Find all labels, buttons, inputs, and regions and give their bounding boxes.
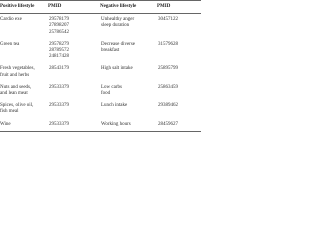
lifestyle-pmid-table [0, 0, 201, 132]
positive-lifestyle-cell: Spices, olive oil, fish meal [0, 103, 34, 115]
negative-lifestyle-cell: Low carbs food [101, 84, 122, 97]
header-row [0, 1, 201, 14]
negative-lifestyle-cell: High salt intake [101, 66, 133, 72]
negative-pmid-cell: 29389462 [158, 103, 178, 109]
table-row [0, 82, 201, 100]
negative-lifestyle-cell: Decrease diverse breakfast [101, 41, 136, 54]
table-row [0, 63, 201, 81]
positive-lifestyle-cell: Cardio exe [0, 17, 22, 23]
header-pmid-positive: PMID [48, 1, 100, 14]
negative-lifestyle-cell: Lunch intake [101, 103, 128, 109]
negative-lifestyle-cell: Working hours [100, 119, 157, 132]
table-row [0, 100, 201, 118]
table-row [0, 119, 201, 132]
positive-pmid-cell: 29578179 27898207 25786542 [49, 17, 69, 35]
table-row [0, 14, 201, 39]
positive-pmid-cell: 28543179 [49, 66, 69, 72]
negative-pmid-cell: 28459627 [157, 119, 201, 132]
positive-pmid-cell: 29533379 [48, 119, 100, 132]
positive-lifestyle-cell: Green tea [0, 41, 20, 47]
negative-lifestyle-cell: Unhealthy anger sleep duration [101, 17, 135, 29]
positive-lifestyle-cell: Nuts and seeds, and lean meat [0, 84, 32, 97]
positive-pmid-cell: 29533379 [49, 84, 69, 90]
header-positive-lifestyle: Positive lifestyle [0, 1, 48, 14]
header-pmid-negative: PMID [157, 1, 201, 14]
negative-pmid-cell: 25895799 [158, 66, 178, 72]
negative-pmid-cell: 25863459 [158, 84, 178, 90]
positive-pmid-cell: 29578279 28789572 24817428 [49, 41, 69, 60]
positive-pmid-cell: 29533379 [49, 103, 69, 109]
positive-lifestyle-cell: Fresh vegetables, fruit and herbs [0, 66, 35, 78]
positive-lifestyle-cell: Wine [0, 119, 48, 132]
negative-pmid-cell: 30457122 [158, 17, 178, 23]
table-row [0, 39, 201, 64]
negative-pmid-cell: 31579628 [158, 41, 178, 47]
header-negative-lifestyle: Negative lifestyle [100, 1, 157, 14]
